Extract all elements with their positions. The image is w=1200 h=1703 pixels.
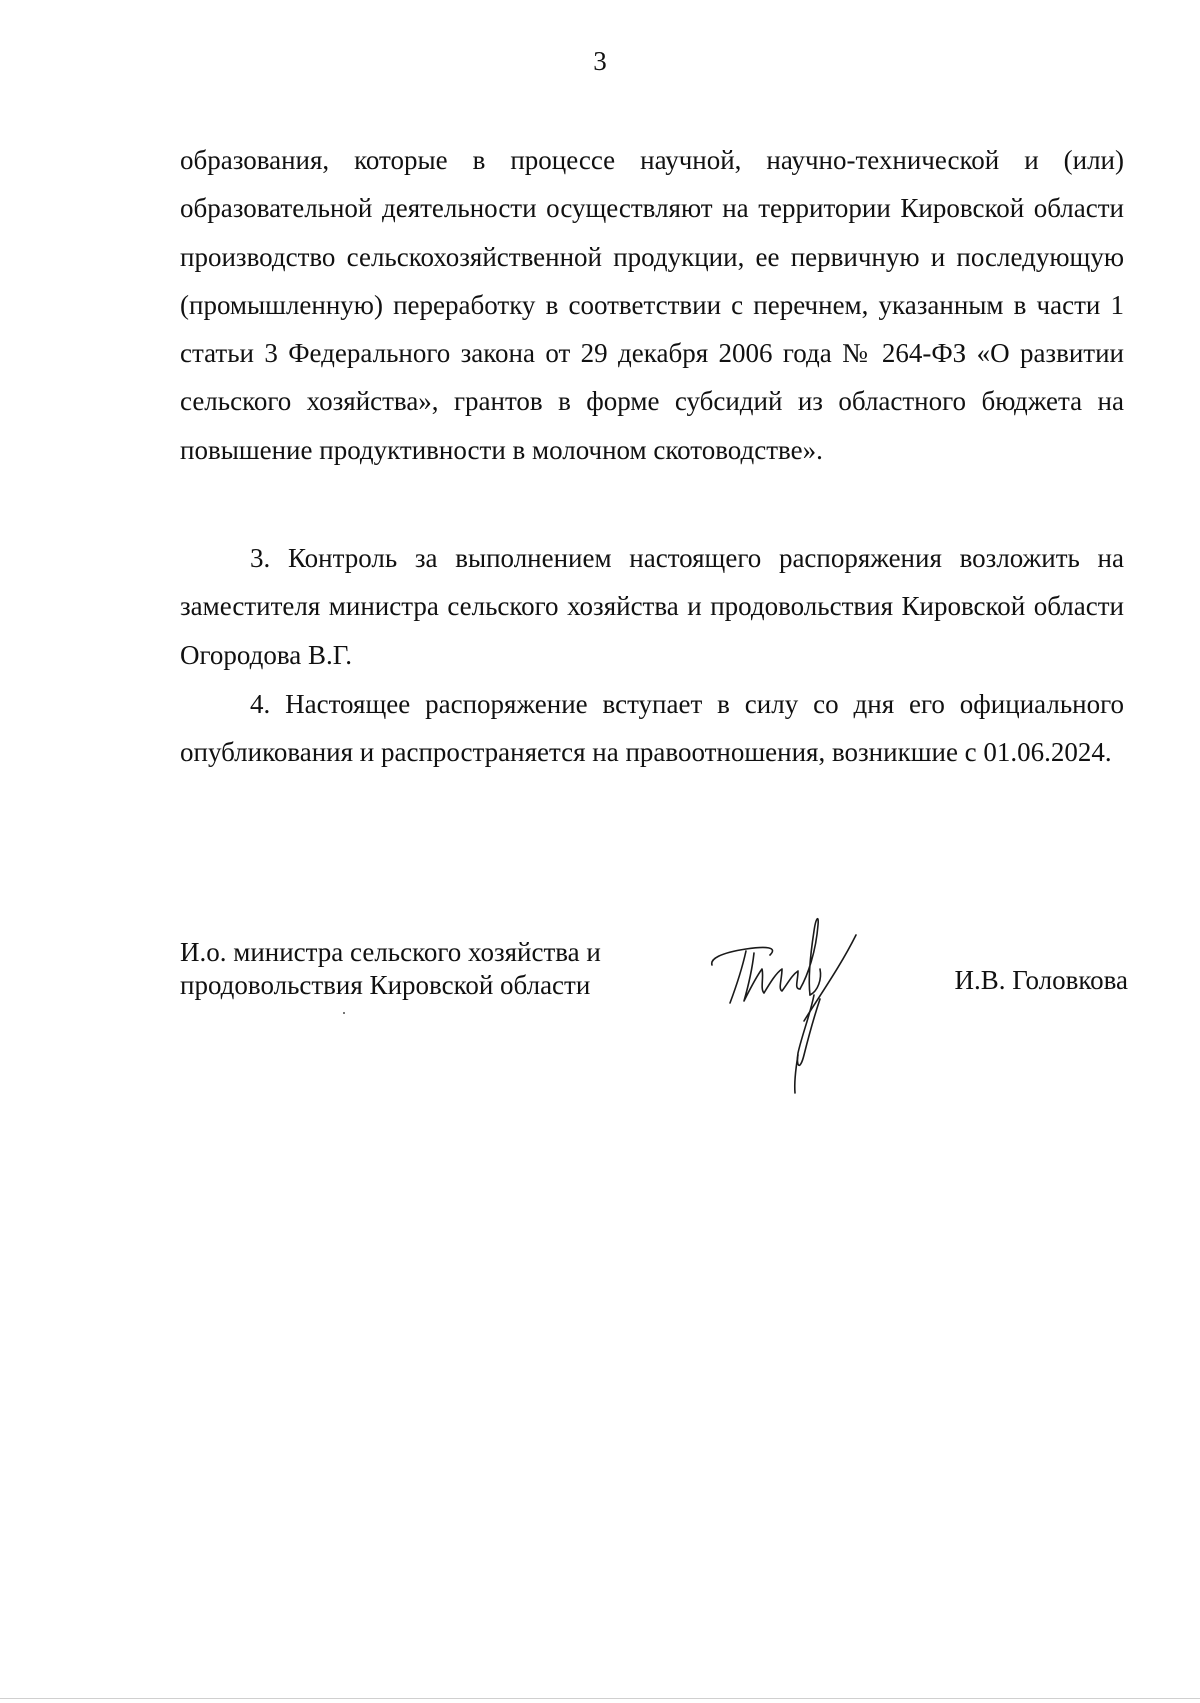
scan-artifact	[343, 1012, 345, 1014]
signatory-position-line: продовольствия Кировской области	[180, 970, 591, 1000]
paragraph-item-4: 4. Настоящее распоряжение вступает в силу со дня его официального опубликования и распространяется на правоотношения, возникшие с 01.06.2024.	[180, 689, 1124, 768]
paragraph-item-3: 3. Контроль за выполнением настоящего распоряжения возложить на заместителя министра сельского хозяйства и продовольствия Кировской области Огородова В.Г.	[180, 543, 1124, 670]
scan-edge-line	[0, 1698, 1200, 1699]
signatory-position-line: И.о. министра сельского хозяйства и	[180, 937, 601, 967]
signatory-name: И.В. Головкова	[954, 965, 1128, 995]
signatory-position	[180, 936, 660, 1002]
handwritten-signature	[706, 895, 936, 1105]
page-number: 3	[593, 46, 607, 76]
paragraph-continuation: образования, которые в процессе научной, научно-технической и (или) образовательной деятельности осуществляют на территории Кировской области производство сельскохозяйственной продукции, ее первичную и последующую (промышленную) переработку в соответствии с перечнем, указанным в части 1 статьи 3 Федерального закона от 29 декабря 2006 года № 264-ФЗ «О развитии сельского хозяйства», грантов в форме субсидий из областного бюджета на повышение продуктивности в молочном скотоводстве».	[180, 145, 1124, 465]
